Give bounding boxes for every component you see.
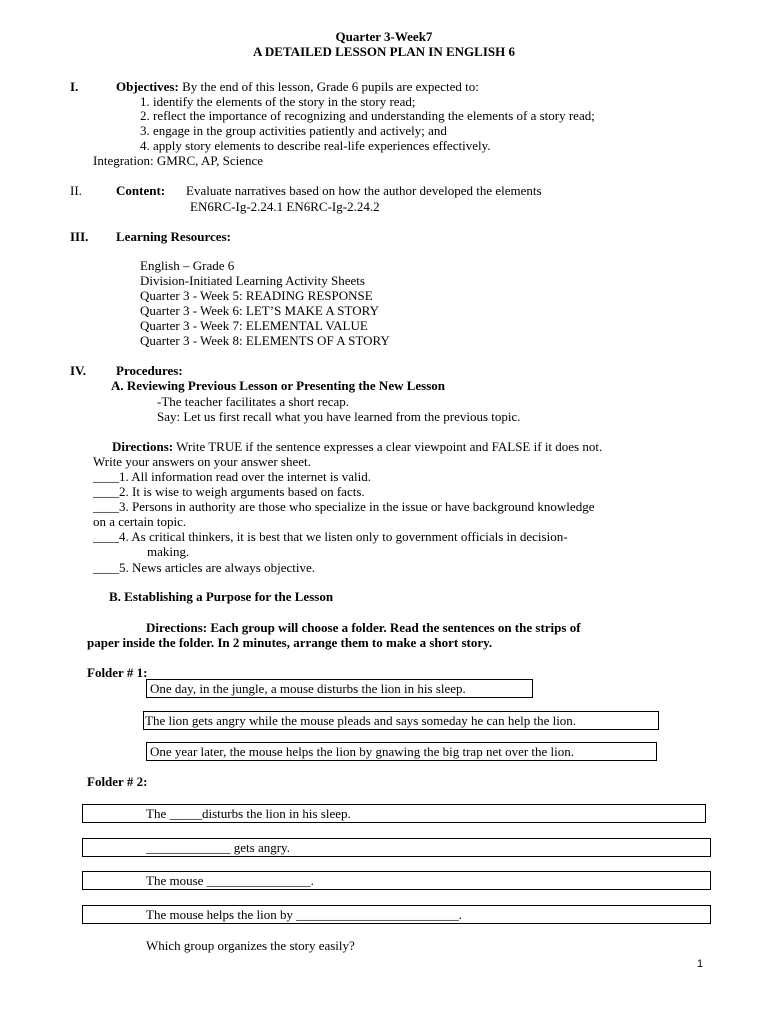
review-item-cont: making. [147,544,190,559]
procedures-label: Procedures: [116,363,183,378]
resource-item: Quarter 3 - Week 6: LET’S MAKE A STORY [140,303,379,318]
objective-item: 4. apply story elements to describe real-life experiences effectively. [140,138,491,153]
section-b-directions: Directions: Each group will choose a folder. Read the sentences on the strips of [146,620,581,635]
folder-1-strip [146,742,657,761]
closing-question: Which group organizes the story easily? [146,938,355,953]
objectives-integration: Integration: GMRC, AP, Science [93,153,264,168]
folder-1-strip [146,679,533,698]
strip-text: One day, in the jungle, a mouse disturbs the lion in his sleep. [150,681,466,696]
section-b-title: B. Establishing a Purpose for the Lesson [109,589,334,604]
strip-text: _____________ gets angry. [146,840,290,855]
folder-2-strip [82,804,706,823]
review-item: ____2. It is wise to weigh arguments based on facts. [93,484,365,499]
section-a-title: A. Reviewing Previous Lesson or Presenting the New Lesson [111,378,446,393]
resource-item: Quarter 3 - Week 7: ELEMENTAL VALUE [140,318,368,333]
section-b-directions-2: paper inside the folder. In 2 minutes, arrange them to make a short story. [87,635,493,650]
header-week: Quarter 3-Week7 [335,29,433,44]
folder-2-strip [82,871,711,890]
section-a-recap: -The teacher facilitates a short recap. [157,394,349,409]
directions-text: Write TRUE if the sentence expresses a clear viewpoint and FALSE if it does not. [176,439,603,454]
objective-item: 1. identify the elements of the story in the story read; [140,94,416,109]
objective-item: 3. engage in the group activities patiently and actively; and [140,123,447,138]
folder-2-strip [82,905,711,924]
strip-text: The _____disturbs the lion in his sleep. [146,806,351,821]
objectives-numeral: I. [70,79,79,94]
page-number: 1 [697,958,704,970]
content-text: Evaluate narratives based on how the author developed the elements [186,183,542,198]
resource-item: Quarter 3 - Week 8: ELEMENTS OF A STORY [140,333,390,348]
review-item-cont: on a certain topic. [93,514,187,529]
strip-text: The lion gets angry while the mouse pleads and says someday he can help the lion. [145,713,577,728]
folder-2-label: Folder # 2: [87,774,148,789]
content-codes: EN6RC-Ig-2.24.1 EN6RC-Ig-2.24.2 [190,199,380,214]
directions-label: Directions: [112,439,174,454]
folder-2-strip [82,838,711,857]
directions-line [112,439,602,454]
objectives-heading [116,79,479,94]
objective-item: 2. reflect the importance of recognizing and understanding the elements of a story read; [140,108,595,123]
review-item: ____4. As critical thinkers, it is best that we listen only to government officials in decision- [93,529,568,544]
review-item: ____3. Persons in authority are those who specialize in the issue or have background knowledge [93,499,595,514]
procedures-numeral: IV. [70,363,87,378]
objectives-intro: By the end of this lesson, Grade 6 pupils are expected to: [182,79,479,94]
content-numeral: II. [70,183,82,198]
objectives-label: Objectives: [116,79,179,94]
strip-text: The mouse helps the lion by _________________________. [146,907,462,922]
folder-1-label: Folder # 1: [87,665,148,680]
header-title: A DETAILED LESSON PLAN IN ENGLISH 6 [253,44,515,59]
strip-text: The mouse ________________. [146,873,314,888]
resources-numeral: III. [70,229,89,244]
directions-text-2: Write your answers on your answer sheet. [93,454,311,469]
resource-item: Division-Initiated Learning Activity Sheets [140,273,365,288]
strip-text: One year later, the mouse helps the lion by gnawing the big trap net over the lion. [150,744,575,759]
review-item: ____1. All information read over the internet is valid. [93,469,371,484]
resource-item: Quarter 3 - Week 5: READING RESPONSE [140,288,373,303]
review-item: ____5. News articles are always objective. [93,560,316,575]
section-a-say: Say: Let us first recall what you have learned from the previous topic. [157,409,521,424]
resources-label: Learning Resources: [116,229,231,244]
resource-item: English – Grade 6 [140,258,235,273]
folder-1-strip [143,711,659,730]
content-label: Content: [116,183,166,198]
